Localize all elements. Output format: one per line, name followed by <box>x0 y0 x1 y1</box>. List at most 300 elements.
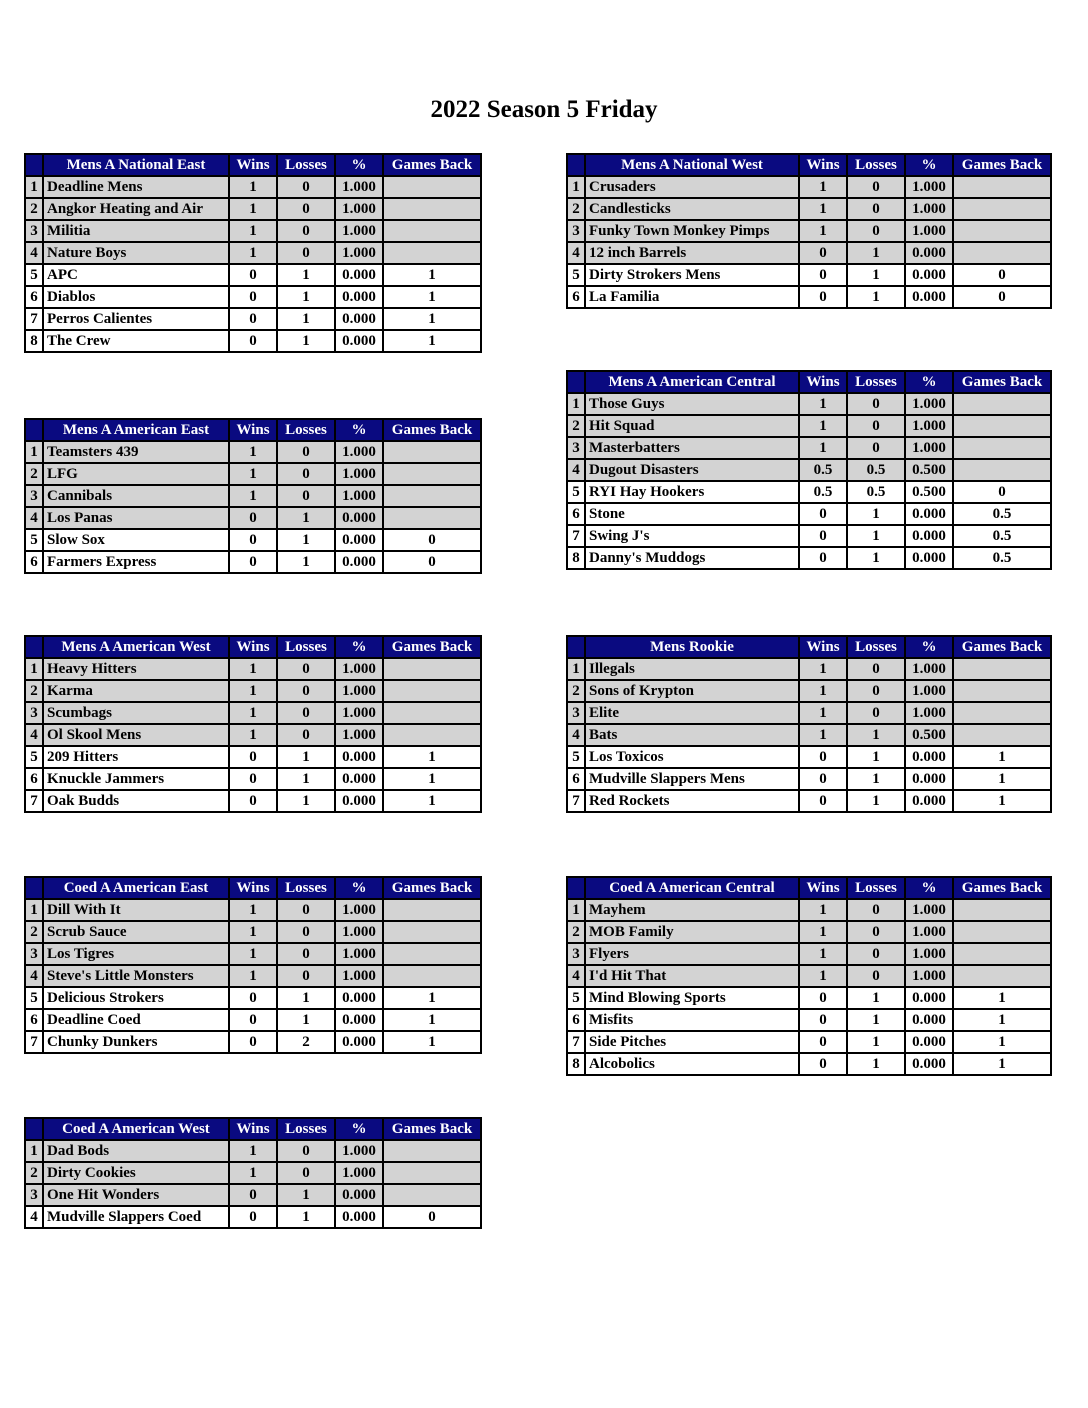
games-back-cell <box>383 899 481 921</box>
losses-cell: 1 <box>277 507 335 529</box>
wins-cell: 0 <box>799 286 847 308</box>
header-row <box>567 371 1051 393</box>
games-back-cell <box>953 176 1051 198</box>
rank-cell: 7 <box>567 1031 585 1053</box>
pct-cell: 1.000 <box>905 220 953 242</box>
pct-cell: 0.000 <box>905 503 953 525</box>
rank-cell: 1 <box>25 899 43 921</box>
wins-cell: 1 <box>799 220 847 242</box>
table-row <box>567 658 1051 680</box>
table-row <box>25 441 481 463</box>
pct-cell: 1.000 <box>335 1140 383 1162</box>
pct-cell: 0.000 <box>905 286 953 308</box>
wins-cell: 0 <box>229 1031 277 1053</box>
pct-header: % <box>905 877 953 899</box>
table-row <box>25 264 481 286</box>
rank-cell: 4 <box>567 724 585 746</box>
pct-cell: 1.000 <box>905 680 953 702</box>
rank-cell: 7 <box>567 790 585 812</box>
wins-cell: 0 <box>229 507 277 529</box>
table-row <box>567 525 1051 547</box>
wins-cell: 1 <box>799 724 847 746</box>
rank-cell: 5 <box>25 746 43 768</box>
losses-header: Losses <box>847 877 905 899</box>
pct-cell: 1.000 <box>335 463 383 485</box>
header-row <box>567 877 1051 899</box>
table-row <box>25 1140 481 1162</box>
rank-cell: 3 <box>25 943 43 965</box>
wins-cell: 1 <box>799 198 847 220</box>
wins-cell: 1 <box>229 463 277 485</box>
losses-cell: 1 <box>847 503 905 525</box>
rank-header <box>567 636 585 658</box>
wins-cell: 0 <box>799 525 847 547</box>
division-name: Mens A American East <box>43 419 229 441</box>
games-back-cell <box>953 921 1051 943</box>
losses-cell: 1 <box>847 768 905 790</box>
losses-cell: 1 <box>847 746 905 768</box>
wins-header: Wins <box>799 154 847 176</box>
losses-cell: 0 <box>277 702 335 724</box>
table-row <box>25 507 481 529</box>
rank-cell: 4 <box>567 459 585 481</box>
pct-cell: 0.000 <box>335 507 383 529</box>
rank-cell: 6 <box>25 1009 43 1031</box>
pct-cell: 0.000 <box>905 790 953 812</box>
games-back-cell: 0 <box>383 1206 481 1228</box>
team-name: Dugout Disasters <box>585 459 799 481</box>
pct-cell: 0.000 <box>335 308 383 330</box>
losses-cell: 1 <box>847 264 905 286</box>
team-name: Los Tigres <box>43 943 229 965</box>
wins-cell: 0 <box>229 768 277 790</box>
pct-cell: 1.000 <box>335 441 383 463</box>
team-name: Dad Bods <box>43 1140 229 1162</box>
team-name: APC <box>43 264 229 286</box>
pct-cell: 1.000 <box>905 965 953 987</box>
pct-cell: 0.000 <box>905 264 953 286</box>
wins-cell: 0 <box>229 286 277 308</box>
games-back-header: Games Back <box>383 1118 481 1140</box>
header-row <box>25 419 481 441</box>
standings-table-mens-a-american-central <box>566 370 1052 570</box>
rank-cell: 2 <box>567 415 585 437</box>
table-row <box>567 1053 1051 1075</box>
table-row <box>567 768 1051 790</box>
losses-cell: 1 <box>277 264 335 286</box>
games-back-header: Games Back <box>383 877 481 899</box>
games-back-cell: 1 <box>953 1053 1051 1075</box>
pct-cell: 0.000 <box>905 1009 953 1031</box>
games-back-cell <box>383 441 481 463</box>
wins-header: Wins <box>799 371 847 393</box>
losses-cell: 1 <box>277 529 335 551</box>
team-name: Chunky Dunkers <box>43 1031 229 1053</box>
wins-header: Wins <box>229 877 277 899</box>
wins-cell: 1 <box>229 1140 277 1162</box>
table-row <box>567 242 1051 264</box>
games-back-cell: 1 <box>383 286 481 308</box>
table-row <box>25 330 481 352</box>
team-name: Heavy Hitters <box>43 658 229 680</box>
table-row <box>25 987 481 1009</box>
pct-cell: 1.000 <box>905 415 953 437</box>
losses-cell: 0 <box>277 463 335 485</box>
wins-cell: 0 <box>229 1206 277 1228</box>
pct-header: % <box>335 636 383 658</box>
header-row <box>25 877 481 899</box>
losses-cell: 0 <box>277 198 335 220</box>
rank-cell: 2 <box>25 463 43 485</box>
wins-cell: 1 <box>229 485 277 507</box>
rank-cell: 5 <box>567 481 585 503</box>
team-name: Diablos <box>43 286 229 308</box>
wins-cell: 1 <box>229 176 277 198</box>
wins-cell: 0 <box>799 1031 847 1053</box>
games-back-cell <box>383 176 481 198</box>
wins-cell: 0.5 <box>799 481 847 503</box>
losses-cell: 0 <box>847 921 905 943</box>
wins-cell: 0 <box>229 1184 277 1206</box>
rank-header <box>25 154 43 176</box>
rank-cell: 7 <box>25 308 43 330</box>
games-back-cell: 1 <box>383 1009 481 1031</box>
losses-cell: 0 <box>847 965 905 987</box>
rank-cell: 2 <box>25 921 43 943</box>
team-name: One Hit Wonders <box>43 1184 229 1206</box>
wins-cell: 1 <box>799 702 847 724</box>
rank-cell: 2 <box>567 680 585 702</box>
table-row <box>25 198 481 220</box>
pct-cell: 1.000 <box>335 702 383 724</box>
rank-cell: 3 <box>567 702 585 724</box>
losses-cell: 0 <box>847 943 905 965</box>
rank-cell: 1 <box>25 1140 43 1162</box>
rank-cell: 5 <box>25 987 43 1009</box>
rank-cell: 2 <box>567 921 585 943</box>
table-row <box>25 899 481 921</box>
wins-cell: 1 <box>229 198 277 220</box>
pct-cell: 0.000 <box>905 746 953 768</box>
table-row <box>567 899 1051 921</box>
losses-cell: 1 <box>847 790 905 812</box>
losses-cell: 0 <box>277 921 335 943</box>
rank-cell: 2 <box>25 198 43 220</box>
games-back-cell: 1 <box>953 1009 1051 1031</box>
pct-cell: 1.000 <box>905 198 953 220</box>
losses-cell: 0 <box>847 220 905 242</box>
pct-cell: 0.000 <box>335 1206 383 1228</box>
losses-cell: 0.5 <box>847 481 905 503</box>
table-row <box>25 724 481 746</box>
rank-cell: 1 <box>567 393 585 415</box>
wins-cell: 1 <box>229 242 277 264</box>
table-row <box>567 746 1051 768</box>
wins-cell: 0 <box>229 790 277 812</box>
losses-cell: 0 <box>847 198 905 220</box>
pct-cell: 0.500 <box>905 724 953 746</box>
table-row <box>25 702 481 724</box>
losses-cell: 0 <box>277 965 335 987</box>
team-name: Ol Skool Mens <box>43 724 229 746</box>
wins-cell: 1 <box>229 441 277 463</box>
rank-header <box>25 636 43 658</box>
pct-cell: 0.000 <box>905 525 953 547</box>
losses-cell: 0 <box>847 415 905 437</box>
team-name: Swing J's <box>585 525 799 547</box>
table-row <box>25 529 481 551</box>
losses-cell: 0 <box>277 441 335 463</box>
losses-cell: 0 <box>277 485 335 507</box>
table-row <box>25 1031 481 1053</box>
table-row <box>25 551 481 573</box>
losses-cell: 1 <box>277 551 335 573</box>
table-row <box>25 242 481 264</box>
table-row <box>567 921 1051 943</box>
rank-cell: 6 <box>567 768 585 790</box>
games-back-cell: 1 <box>953 746 1051 768</box>
team-name: Teamsters 439 <box>43 441 229 463</box>
wins-cell: 0 <box>799 768 847 790</box>
pct-cell: 0.000 <box>905 1031 953 1053</box>
team-name: Slow Sox <box>43 529 229 551</box>
division-name: Mens A National East <box>43 154 229 176</box>
games-back-cell <box>383 198 481 220</box>
pct-cell: 1.000 <box>335 485 383 507</box>
rank-cell: 7 <box>25 790 43 812</box>
losses-cell: 0 <box>277 1140 335 1162</box>
division-name: Mens A American West <box>43 636 229 658</box>
team-name: Stone <box>585 503 799 525</box>
rank-cell: 4 <box>25 1206 43 1228</box>
rank-cell: 2 <box>25 680 43 702</box>
games-back-cell <box>953 899 1051 921</box>
losses-cell: 0 <box>277 242 335 264</box>
rank-cell: 4 <box>25 724 43 746</box>
team-name: Candlesticks <box>585 198 799 220</box>
table-row <box>567 176 1051 198</box>
losses-header: Losses <box>277 1118 335 1140</box>
team-name: Crusaders <box>585 176 799 198</box>
table-row <box>25 463 481 485</box>
standings-table-coed-a-american-west <box>24 1117 482 1229</box>
wins-header: Wins <box>799 877 847 899</box>
team-name: Karma <box>43 680 229 702</box>
pct-cell: 0.000 <box>335 286 383 308</box>
losses-cell: 0 <box>847 680 905 702</box>
losses-cell: 1 <box>847 242 905 264</box>
table-row <box>25 220 481 242</box>
wins-cell: 0 <box>229 308 277 330</box>
games-back-cell <box>953 220 1051 242</box>
games-back-cell <box>953 702 1051 724</box>
team-name: Alcobolics <box>585 1053 799 1075</box>
rank-cell: 2 <box>25 1162 43 1184</box>
header-row <box>567 636 1051 658</box>
header-row <box>25 636 481 658</box>
pct-cell: 1.000 <box>335 921 383 943</box>
wins-cell: 0 <box>229 551 277 573</box>
table-row <box>25 790 481 812</box>
games-back-cell <box>953 459 1051 481</box>
rank-cell: 3 <box>25 1184 43 1206</box>
team-name: Los Panas <box>43 507 229 529</box>
table-row <box>567 459 1051 481</box>
rank-cell: 6 <box>25 768 43 790</box>
wins-cell: 0 <box>799 987 847 1009</box>
header-row <box>567 154 1051 176</box>
rank-cell: 8 <box>567 1053 585 1075</box>
wins-cell: 1 <box>229 921 277 943</box>
games-back-cell: 1 <box>383 1031 481 1053</box>
rank-cell: 1 <box>567 176 585 198</box>
wins-cell: 1 <box>229 680 277 702</box>
team-name: Militia <box>43 220 229 242</box>
pct-cell: 1.000 <box>335 658 383 680</box>
games-back-cell: 1 <box>383 264 481 286</box>
rank-cell: 4 <box>567 965 585 987</box>
team-name: LFG <box>43 463 229 485</box>
table-row <box>567 220 1051 242</box>
team-name: Steve's Little Monsters <box>43 965 229 987</box>
pct-cell: 0.000 <box>905 987 953 1009</box>
team-name: Deadline Mens <box>43 176 229 198</box>
losses-cell: 0 <box>277 899 335 921</box>
division-name: Coed A American West <box>43 1118 229 1140</box>
wins-cell: 1 <box>799 680 847 702</box>
rank-cell: 3 <box>25 702 43 724</box>
pct-cell: 1.000 <box>335 242 383 264</box>
table-row <box>25 286 481 308</box>
team-name: La Familia <box>585 286 799 308</box>
wins-header: Wins <box>229 419 277 441</box>
losses-header: Losses <box>277 636 335 658</box>
table-row <box>25 965 481 987</box>
wins-cell: 1 <box>229 1162 277 1184</box>
losses-cell: 0 <box>847 702 905 724</box>
team-name: Angkor Heating and Air <box>43 198 229 220</box>
rank-cell: 4 <box>567 242 585 264</box>
rank-cell: 1 <box>25 441 43 463</box>
losses-cell: 0 <box>847 899 905 921</box>
rank-cell: 6 <box>25 286 43 308</box>
rank-header <box>25 1118 43 1140</box>
losses-cell: 1 <box>277 330 335 352</box>
pct-header: % <box>905 154 953 176</box>
wins-cell: 0 <box>799 746 847 768</box>
table-row <box>567 1009 1051 1031</box>
standings-table-mens-a-american-east <box>24 418 482 574</box>
team-name: 209 Hitters <box>43 746 229 768</box>
team-name: Flyers <box>585 943 799 965</box>
table-row <box>567 702 1051 724</box>
pct-cell: 0.000 <box>905 242 953 264</box>
wins-cell: 1 <box>799 393 847 415</box>
team-name: Nature Boys <box>43 242 229 264</box>
wins-cell: 0 <box>229 987 277 1009</box>
games-back-cell <box>383 702 481 724</box>
pct-cell: 0.000 <box>335 790 383 812</box>
rank-cell: 5 <box>25 264 43 286</box>
losses-header: Losses <box>847 636 905 658</box>
games-back-header: Games Back <box>953 877 1051 899</box>
wins-cell: 1 <box>799 965 847 987</box>
losses-cell: 1 <box>847 547 905 569</box>
games-back-cell: 0.5 <box>953 525 1051 547</box>
losses-cell: 1 <box>847 525 905 547</box>
games-back-cell <box>383 220 481 242</box>
team-name: Los Toxicos <box>585 746 799 768</box>
games-back-cell: 1 <box>383 768 481 790</box>
wins-cell: 1 <box>799 415 847 437</box>
games-back-cell: 0 <box>953 481 1051 503</box>
games-back-cell: 1 <box>953 790 1051 812</box>
losses-header: Losses <box>277 419 335 441</box>
team-name: RYI Hay Hookers <box>585 481 799 503</box>
pct-cell: 0.000 <box>335 768 383 790</box>
team-name: Farmers Express <box>43 551 229 573</box>
wins-cell: 1 <box>799 437 847 459</box>
pct-cell: 1.000 <box>335 220 383 242</box>
table-row <box>25 1184 481 1206</box>
rank-cell: 6 <box>567 286 585 308</box>
table-row <box>25 1009 481 1031</box>
team-name: Scumbags <box>43 702 229 724</box>
pct-cell: 0.000 <box>905 547 953 569</box>
team-name: Misfits <box>585 1009 799 1031</box>
team-name: Dill With It <box>43 899 229 921</box>
games-back-cell: 1 <box>383 790 481 812</box>
games-back-cell <box>383 943 481 965</box>
team-name: Sons of Krypton <box>585 680 799 702</box>
team-name: Scrub Sauce <box>43 921 229 943</box>
losses-cell: 0 <box>847 176 905 198</box>
standings-table-coed-a-american-east <box>24 876 482 1054</box>
pct-cell: 0.000 <box>335 987 383 1009</box>
team-name: Those Guys <box>585 393 799 415</box>
games-back-cell <box>953 658 1051 680</box>
games-back-cell: 0 <box>953 264 1051 286</box>
table-row <box>567 264 1051 286</box>
games-back-cell: 0 <box>383 551 481 573</box>
losses-cell: 1 <box>277 790 335 812</box>
games-back-cell: 1 <box>383 308 481 330</box>
pct-cell: 1.000 <box>335 680 383 702</box>
rank-cell: 2 <box>567 198 585 220</box>
games-back-header: Games Back <box>383 419 481 441</box>
games-back-header: Games Back <box>953 154 1051 176</box>
wins-cell: 1 <box>799 921 847 943</box>
table-row <box>567 393 1051 415</box>
losses-cell: 0 <box>277 724 335 746</box>
rank-header <box>25 419 43 441</box>
rank-cell: 8 <box>25 330 43 352</box>
games-back-cell <box>953 680 1051 702</box>
table-row <box>25 308 481 330</box>
pct-cell: 0.500 <box>905 481 953 503</box>
games-back-header: Games Back <box>383 154 481 176</box>
pct-cell: 1.000 <box>905 176 953 198</box>
losses-cell: 1 <box>847 1053 905 1075</box>
rank-cell: 6 <box>567 1009 585 1031</box>
losses-cell: 1 <box>277 987 335 1009</box>
games-back-cell <box>953 724 1051 746</box>
pct-cell: 0.000 <box>335 1009 383 1031</box>
team-name: Elite <box>585 702 799 724</box>
team-name: Dirty Cookies <box>43 1162 229 1184</box>
games-back-header: Games Back <box>953 636 1051 658</box>
wins-cell: 0 <box>799 1053 847 1075</box>
